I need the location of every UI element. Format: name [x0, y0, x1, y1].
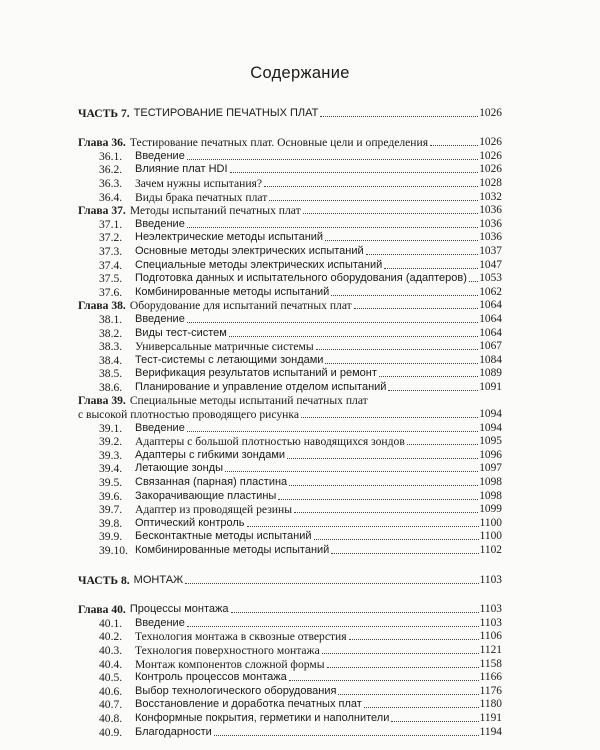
- page-number: 1176: [479, 684, 502, 697]
- leader-dots: [327, 667, 479, 668]
- page-number: 1100: [479, 530, 502, 543]
- page-number: 1047: [479, 258, 502, 271]
- entry-title: Оптический контроль: [135, 516, 245, 529]
- leader-dots: [325, 240, 478, 241]
- chapter-title-continued: с высокой плотностью проводящего рисунка: [78, 408, 299, 422]
- section-number: 39.5.: [99, 476, 123, 490]
- toc-section-row[interactable]: [78, 616, 502, 630]
- section-number: 38.6.: [99, 380, 123, 394]
- entry-title: Адаптеры с гибкими зондами: [135, 448, 286, 461]
- page-number: 1026: [479, 163, 502, 176]
- entry-title: Связанная (парная) пластина: [135, 476, 288, 489]
- section-number: 37.4.: [99, 258, 123, 272]
- entry-title: МОНТАЖ: [133, 573, 184, 586]
- leader-dots: [303, 213, 479, 214]
- page-number: 1094: [479, 408, 502, 421]
- part-number: ЧАСТЬ 8.: [78, 573, 130, 587]
- entry-title: Технология монтажа в сквозные отверстия: [135, 630, 347, 644]
- leader-dots: [225, 471, 478, 472]
- toc-section-row[interactable]: [78, 163, 502, 177]
- entry-title: Виды брака печатных плат: [135, 190, 268, 204]
- toc-gap: [78, 120, 502, 136]
- section-number: 40.7.: [99, 698, 123, 712]
- section-number: 39.1.: [99, 421, 123, 435]
- toc-section-row[interactable]: [78, 353, 502, 367]
- toc-chapter-row[interactable]: [78, 603, 502, 617]
- toc-section-row[interactable]: [78, 671, 502, 685]
- page-number: 1026: [479, 106, 502, 119]
- toc-section-row[interactable]: [78, 698, 502, 712]
- entry-title: Бесконтактные методы испытаний: [135, 530, 312, 543]
- leader-dots: [289, 680, 479, 681]
- part-number: ЧАСТЬ 7.: [78, 106, 130, 120]
- page-number: 1064: [479, 312, 502, 325]
- section-number: 39.9.: [99, 530, 123, 544]
- entry-title: Комбинированные методы испытаний: [135, 285, 330, 298]
- leader-dots: [366, 254, 479, 255]
- toc-section-row[interactable]: [78, 543, 502, 557]
- toc-section-row[interactable]: [78, 489, 502, 503]
- toc-chapter-row-continued[interactable]: [78, 407, 502, 421]
- leader-dots: [214, 735, 479, 736]
- entry-title: Влияние плат HDI: [135, 163, 228, 176]
- section-number: 38.4.: [99, 353, 123, 367]
- leader-dots: [187, 322, 478, 323]
- section-number: 40.3.: [99, 643, 123, 657]
- page-number: 1097: [479, 462, 502, 475]
- entry-title: Неэлектрические методы испытаний: [135, 231, 324, 244]
- page-number: 1191: [479, 711, 502, 724]
- page-number: 1180: [479, 698, 502, 711]
- entry-title: Тест-системы с летающими зондами: [135, 353, 324, 366]
- toc-chapter-row[interactable]: [78, 394, 502, 408]
- chapter-number: Глава 38.: [78, 299, 126, 313]
- entry-title: Введение: [135, 149, 185, 162]
- toc-section-row[interactable]: [78, 340, 502, 354]
- page-number: 1036: [479, 217, 502, 230]
- page-number: 1067: [479, 340, 502, 353]
- section-number: 39.10.: [99, 544, 128, 557]
- entry-title: Благодарности: [135, 725, 212, 738]
- section-number: 40.6.: [99, 684, 123, 698]
- toc-section-row[interactable]: [78, 643, 502, 657]
- toc-section-row[interactable]: [78, 231, 502, 245]
- section-number: 39.6.: [99, 489, 123, 503]
- leader-dots: [187, 159, 478, 160]
- toc-section-row[interactable]: [78, 149, 502, 163]
- entry-title: Контроль процессов монтажа: [135, 671, 287, 684]
- leader-dots: [187, 227, 478, 228]
- toc-section-row[interactable]: [78, 326, 502, 340]
- section-number: 39.7.: [99, 503, 123, 517]
- page-number: 1194: [479, 725, 502, 738]
- leader-dots: [229, 336, 478, 337]
- toc-section-row[interactable]: [78, 435, 502, 449]
- toc-section-row[interactable]: [78, 190, 502, 204]
- table-of-contents: [78, 106, 502, 739]
- section-number: 37.5.: [99, 272, 123, 286]
- page-number: 1089: [479, 367, 502, 380]
- page-number: 1121: [479, 643, 502, 656]
- page-number: 1098: [479, 476, 502, 489]
- toc-section-row[interactable]: [78, 657, 502, 671]
- page-number: 1103: [479, 573, 502, 586]
- chapter-number: Глава 36.: [78, 136, 126, 150]
- page-number: 1094: [479, 421, 502, 434]
- section-number: 38.1.: [99, 312, 123, 326]
- entry-title: Виды тест-систем: [135, 326, 227, 339]
- entry-title: Комбинированные методы испытаний: [135, 544, 330, 556]
- section-number: 36.3.: [99, 176, 123, 190]
- toc-section-row[interactable]: [78, 421, 502, 435]
- leader-dots: [231, 612, 479, 613]
- leader-dots: [301, 417, 478, 418]
- leader-dots: [314, 539, 479, 540]
- page-number: 1053: [479, 272, 502, 285]
- toc-section-row[interactable]: [78, 462, 502, 476]
- leader-dots: [264, 186, 478, 187]
- chapter-number: Глава 39.: [78, 394, 126, 408]
- leader-dots: [331, 553, 478, 554]
- entry-title: Основные методы электрических испытаний: [135, 244, 364, 257]
- page-number: 1036: [479, 231, 502, 244]
- section-number: 39.2.: [99, 435, 123, 449]
- leader-dots: [391, 721, 478, 722]
- toc-section-row[interactable]: [78, 725, 502, 739]
- toc-section-row[interactable]: [78, 380, 502, 394]
- page-number: 1106: [479, 630, 502, 643]
- entry-title: Выбор технологического оборудования: [135, 684, 337, 697]
- section-number: 38.2.: [99, 326, 123, 340]
- page-title: Содержание: [250, 64, 350, 82]
- leader-dots: [187, 626, 479, 627]
- entry-title: Планирование и управление отделом испытаний: [135, 380, 387, 393]
- section-number: 39.4.: [99, 462, 123, 476]
- toc-chapter-row[interactable]: [78, 299, 502, 313]
- section-number: 40.4.: [99, 657, 123, 671]
- entry-title: Восстановление и доработка печатных плат: [135, 698, 362, 711]
- page-number: 1102: [479, 544, 502, 556]
- toc-part-row[interactable]: [78, 573, 502, 587]
- toc-section-row[interactable]: [78, 176, 502, 190]
- entry-title: Адаптер из проводящей резины: [135, 503, 292, 517]
- leader-dots: [407, 444, 478, 445]
- leader-dots: [269, 200, 478, 201]
- entry-title: Подготовка данных и испытательного оборудования (адаптеров): [135, 272, 467, 285]
- page-number: 1064: [479, 326, 502, 339]
- toc-section-row[interactable]: [78, 258, 502, 272]
- section-number: 37.1.: [99, 217, 123, 231]
- toc-section-row[interactable]: [78, 711, 502, 725]
- toc-section-row[interactable]: [78, 630, 502, 644]
- entry-title: Процессы монтажа: [129, 603, 229, 616]
- toc-section-row[interactable]: [78, 448, 502, 462]
- entry-title: Специальные методы электрических испытаний: [135, 258, 383, 271]
- toc-section-row[interactable]: [78, 217, 502, 231]
- toc-section-row[interactable]: [78, 530, 502, 544]
- page-number: 1091: [479, 380, 502, 393]
- section-number: 37.3.: [99, 244, 123, 258]
- section-number: 40.5.: [99, 671, 123, 685]
- toc-chapter-row[interactable]: [78, 136, 502, 150]
- toc-part-row[interactable]: [78, 106, 502, 120]
- page-number: 1032: [479, 190, 502, 203]
- leader-dots: [185, 583, 478, 584]
- leader-dots: [331, 295, 478, 296]
- toc-section-row[interactable]: [78, 285, 502, 299]
- toc-chapter-row[interactable]: [78, 204, 502, 218]
- chapter-number: Глава 40.: [78, 603, 126, 617]
- toc-section-row[interactable]: [78, 475, 502, 489]
- page-number: 1037: [479, 244, 502, 257]
- page-number: 1103: [479, 603, 502, 616]
- entry-title: Закорачивающие пластины: [135, 489, 277, 502]
- entry-title: Введение: [135, 421, 185, 434]
- entry-title: Верификация результатов испытаний и ремонт: [135, 367, 377, 380]
- section-number: 39.8.: [99, 516, 123, 530]
- section-number: 40.8.: [99, 711, 123, 725]
- leader-dots: [379, 376, 478, 377]
- page-number: 1099: [479, 503, 502, 516]
- page-number: 1062: [479, 285, 502, 298]
- leader-dots: [322, 653, 479, 654]
- page-number: 1166: [479, 671, 502, 684]
- page-number: 1084: [479, 353, 502, 366]
- toc-gap: [78, 557, 502, 573]
- page-number: 1096: [479, 448, 502, 461]
- leader-dots: [338, 694, 478, 695]
- leader-dots: [469, 281, 478, 282]
- page-number: 1064: [479, 299, 502, 312]
- leader-dots: [287, 458, 478, 459]
- leader-dots: [354, 308, 478, 309]
- toc-section-row[interactable]: [78, 516, 502, 530]
- entry-title: Летающие зонды: [135, 462, 224, 475]
- page-number: 1158: [479, 657, 502, 670]
- toc-section-row[interactable]: [78, 272, 502, 286]
- section-number: 40.1.: [99, 616, 123, 630]
- toc-section-row[interactable]: [78, 367, 502, 381]
- entry-title: Оборудование для испытаний печатных плат: [129, 299, 352, 313]
- page-number: 1036: [479, 204, 502, 217]
- section-number: 37.6.: [99, 285, 123, 299]
- leader-dots: [349, 639, 479, 640]
- page-number: 1026: [479, 149, 502, 162]
- entry-title: Адаптеры с большой плотностью наводящихся зондов: [135, 435, 405, 449]
- entry-title: Введение: [135, 312, 185, 325]
- toc-section-row[interactable]: [78, 244, 502, 258]
- section-number: 40.2.: [99, 630, 123, 644]
- page-number: 1026: [479, 136, 502, 149]
- page-number: 1095: [479, 435, 502, 448]
- leader-dots: [294, 512, 478, 513]
- entry-title: Введение: [135, 616, 185, 629]
- section-number: 39.3.: [99, 448, 123, 462]
- leader-dots: [430, 145, 478, 146]
- page-number: 1098: [479, 489, 502, 502]
- section-number: 37.2.: [99, 231, 123, 245]
- entry-title: ТЕСТИРОВАНИЕ ПЕЧАТНЫХ ПЛАТ: [133, 106, 319, 119]
- toc-section-row[interactable]: [78, 312, 502, 326]
- page-number: 1100: [479, 516, 502, 529]
- entry-title: Универсальные матричные системы: [135, 340, 314, 354]
- section-number: 38.3.: [99, 340, 123, 354]
- section-number: 38.5.: [99, 367, 123, 381]
- entry-title: Конформные покрытия, герметики и наполнители: [135, 711, 390, 724]
- leader-dots: [320, 116, 478, 117]
- leader-dots: [187, 431, 478, 432]
- entry-title: Введение: [135, 217, 185, 230]
- leader-dots: [325, 363, 478, 364]
- chapter-number: Глава 37.: [78, 204, 126, 218]
- entry-title: Тестирование печатных плат. Основные цели и определения: [129, 136, 429, 150]
- entry-title: Методы испытаний печатных плат: [129, 204, 301, 218]
- section-number: 36.2.: [99, 163, 123, 177]
- section-number: 40.9.: [99, 725, 123, 739]
- entry-title: Технология поверхностного монтажа: [135, 643, 320, 657]
- leader-dots: [230, 172, 479, 173]
- toc-section-row[interactable]: [78, 503, 502, 517]
- toc-gap: [78, 587, 502, 603]
- leader-dots: [289, 485, 478, 486]
- section-number: 36.4.: [99, 190, 123, 204]
- leader-dots: [364, 707, 479, 708]
- entry-title: Зачем нужны испытания?: [135, 176, 263, 190]
- entry-title: Монтаж компонентов сложной формы: [135, 657, 325, 671]
- leader-dots: [384, 268, 478, 269]
- page-number: 1028: [479, 176, 502, 189]
- section-number: 36.1.: [99, 149, 123, 163]
- leader-dots: [247, 526, 479, 527]
- toc-section-row[interactable]: [78, 684, 502, 698]
- leader-dots: [388, 390, 478, 391]
- chapter-title: Специальные методы испытаний печатных плат: [129, 394, 368, 408]
- page-number: 1103: [479, 616, 502, 629]
- leader-dots: [278, 499, 478, 500]
- leader-dots: [316, 349, 479, 350]
